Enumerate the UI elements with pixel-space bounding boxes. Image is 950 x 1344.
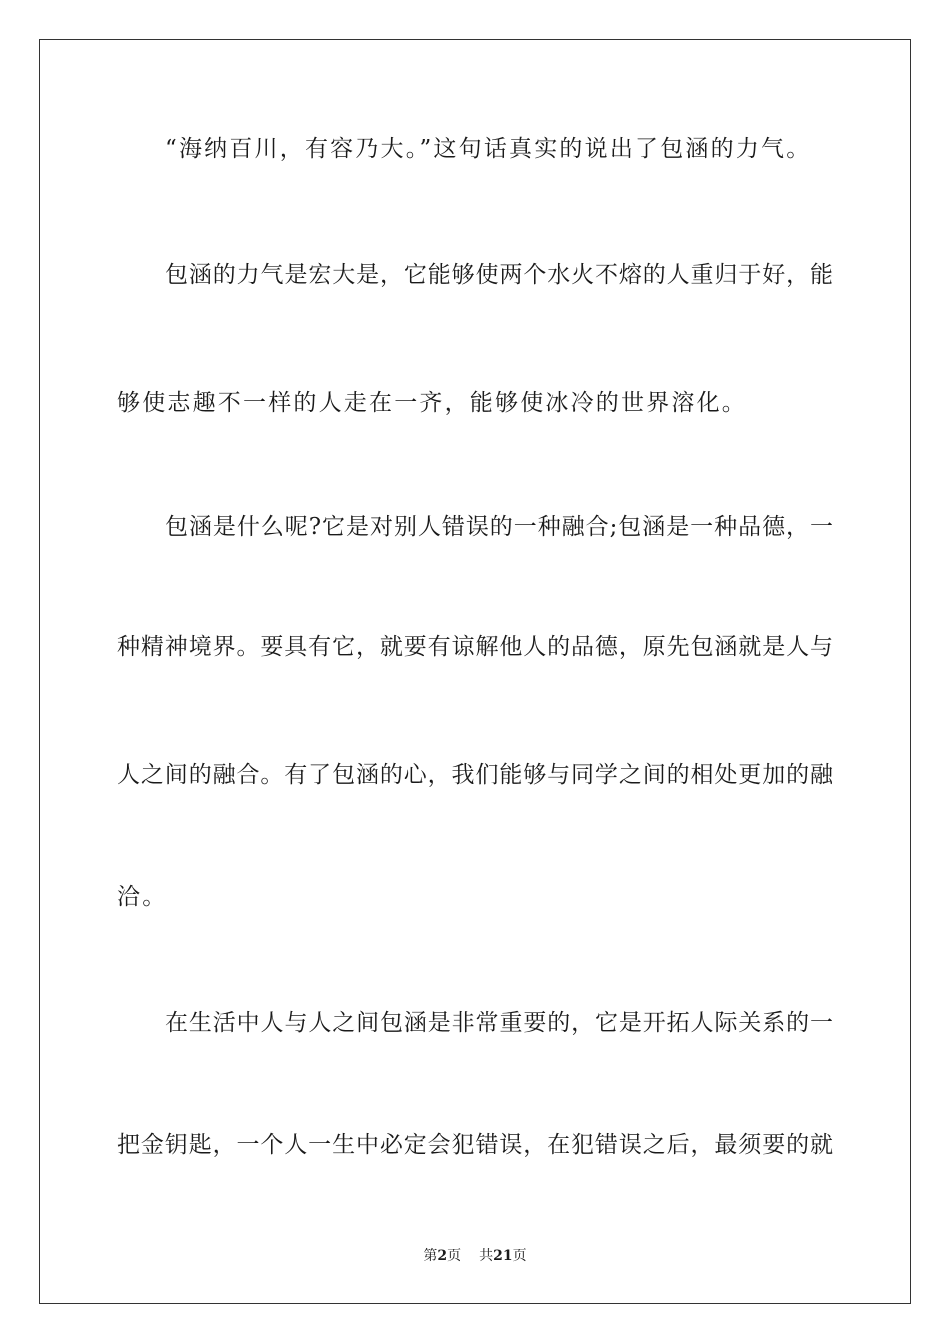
paragraph-line-9: 把金钥匙，一个人一生中必定会犯错误，在犯错误之后，最须要的就 — [117, 1132, 833, 1158]
footer-total-number: 21 — [493, 1248, 513, 1264]
paragraph-line-2: 包涵的力气是宏大是，它能够使两个水火不熔的人重归于好，能 — [165, 262, 833, 288]
footer-total-prefix: 共 — [479, 1248, 494, 1264]
paragraph-line-7: 洽。 — [117, 884, 168, 910]
paragraph-line-6: 人之间的融合。有了包涵的心，我们能够与同学之间的相处更加的融 — [117, 762, 833, 788]
footer-page-number: 2 — [437, 1248, 448, 1264]
footer-page-suffix: 页 — [447, 1248, 462, 1264]
footer-total-suffix: 页 — [512, 1248, 527, 1264]
paragraph-line-4: 包涵是什么呢?它是对别人错误的一种融合;包涵是一种品德，一 — [165, 514, 833, 540]
paragraph-line-5: 种精神境界。要具有它，就要有谅解他人的品德，原先包涵就是人与 — [117, 634, 833, 660]
page-border — [39, 39, 911, 1304]
paragraph-line-1: “海纳百川，有容乃大。”这句话真实的说出了包涵的力气。 — [165, 136, 812, 162]
page-footer — [0, 1247, 950, 1265]
paragraph-line-8: 在生活中人与人之间包涵是非常重要的，它是开拓人际关系的一 — [165, 1010, 833, 1036]
paragraph-line-3: 够使志趣不一样的人走在一齐，能够使冰冷的世界溶化。 — [117, 390, 747, 416]
footer-page-prefix: 第 — [423, 1248, 438, 1264]
